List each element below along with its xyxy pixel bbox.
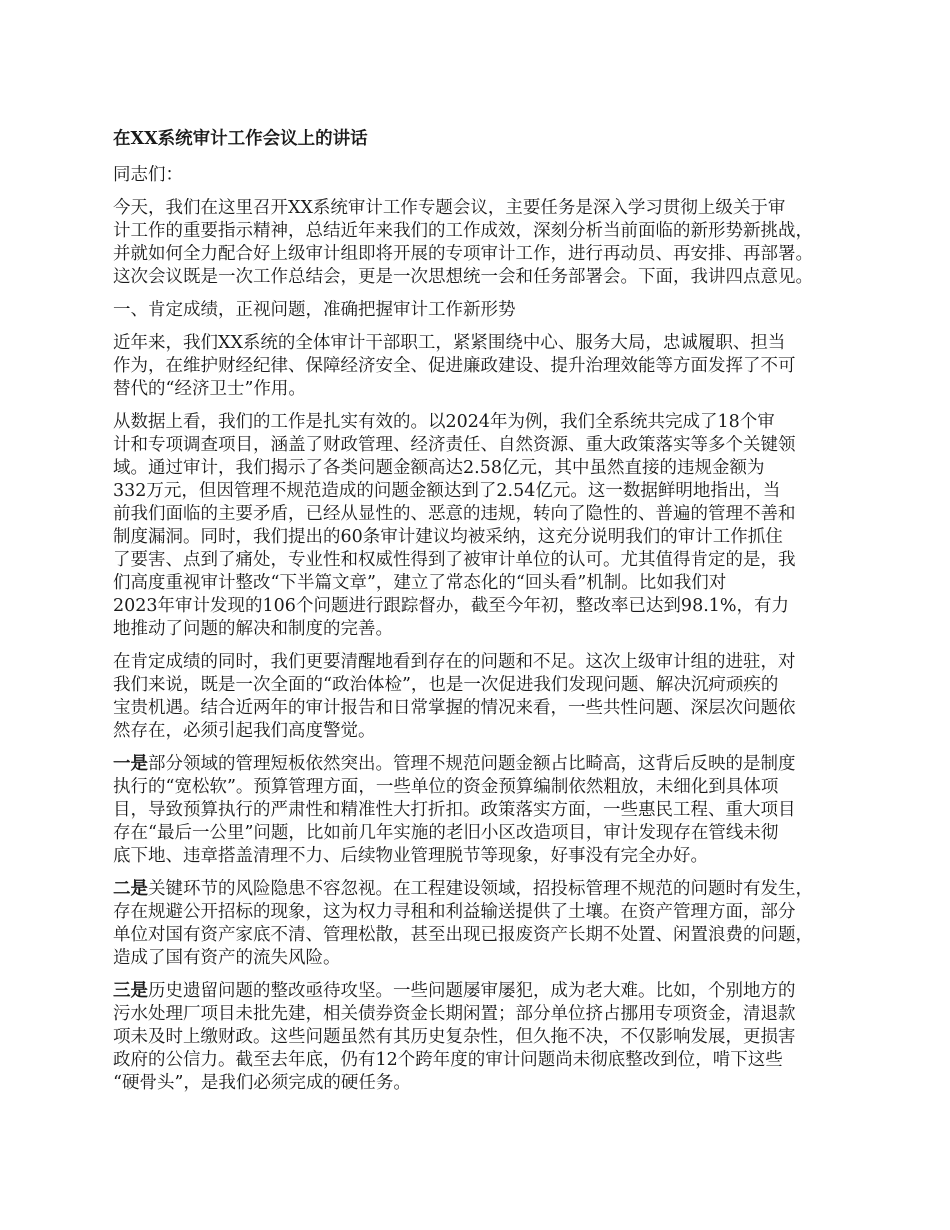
text-line	[113, 878, 858, 901]
line-text: 地推动了问题的解决和制度的完善。	[113, 619, 393, 639]
line-text: 作为，在维护财经纪律、保障经济安全、促进廉政建设、提升治理效能等方面发挥了不可	[113, 356, 796, 376]
line-text: 从数据上看，我们的工作是扎实有效的。以2024年为例，我们全系统共完成了18个审	[113, 412, 775, 432]
text-line	[113, 980, 858, 1003]
line-text: “硬骨头”，是我们必须完成的硬任务。	[113, 1073, 411, 1093]
line-text: 今天，我们在这里召开XX系统审计工作专题会议，主要任务是深入学习贯彻上级关于审	[113, 198, 786, 218]
line-text: 单位对国有资产家底不清、管理松散，甚至出现已报废资产长期不处置、闲置浪费的问题，	[113, 925, 813, 945]
section-heading	[113, 299, 858, 322]
line-text: 这次会议既是一次工作总结会，更是一次思想统一会和任务部署会。下面，我讲四点意见。	[113, 267, 813, 287]
line-text: 目，导致预算执行的严肃性和精准性大打折扣。政策落实方面，一些惠民工程、重大项目	[113, 800, 796, 820]
text-line	[113, 220, 858, 243]
line-text: 制度漏洞。同时，我们提出的60条审计建议均被采纳，这充分说明我们的审计工作抓住	[113, 527, 783, 547]
paragraph	[113, 332, 858, 401]
line-text: 332万元，但因管理不规范造成的问题金额达到了2.54亿元。这一数据鲜明地指出，当	[113, 481, 781, 501]
text-line	[113, 457, 858, 480]
text-line	[113, 480, 858, 503]
text-line	[113, 503, 858, 526]
line-text: 存在规避公开招标的现象，这为权力寻租和利益输送提供了土壤。在资产管理方面，部分	[113, 902, 796, 922]
document-title: 在XX系统审计工作会议上的讲话	[113, 129, 368, 149]
text-line	[113, 776, 858, 799]
paragraph-lead: 三是	[113, 981, 148, 1001]
text-line	[113, 332, 858, 355]
line-text: 关键环节的风险隐患不容忽视。在工程建设领域，招投标管理不规范的问题时有发生，	[148, 879, 813, 899]
line-text: 一、肯定成绩，正视问题，准确把握审计工作新形势	[113, 300, 516, 320]
text-line	[113, 572, 858, 595]
line-text: 2023年审计发现的106个问题进行跟踪督办，截至今年初，整改率已达到98.1%，有力	[113, 596, 790, 616]
paragraph	[113, 164, 858, 187]
line-text: 部分领域的管理短板依然突出。管理不规范问题金额占比畸高，这背后反映的是制度	[148, 754, 796, 774]
text-line	[113, 674, 858, 697]
line-text: 执行的“宽松软”。预算管理方面，一些单位的资金预算编制依然粗放，未细化到具体项	[113, 777, 779, 797]
paragraph	[113, 411, 858, 641]
line-text: 了要害、点到了痛处，专业性和权威性得到了被审计单位的认可。尤其值得肯定的是，我	[113, 550, 796, 570]
text-line	[113, 434, 858, 457]
text-line	[113, 720, 858, 743]
line-text: 宝贵机遇。结合近两年的审计报告和日常掌握的情况来看，一些共性问题、深层次问题依	[113, 698, 796, 718]
line-text: 计工作的重要指示精神，总结近年来我们的工作成效，深刻分析当前面临的新形势新挑战，	[113, 221, 813, 241]
text-line	[113, 243, 858, 266]
text-line	[113, 197, 858, 220]
text-line	[113, 595, 858, 618]
text-line	[113, 411, 858, 434]
line-text: 政府的公信力。截至去年底，仍有12个跨年度的审计问题尚未彻底整改到位，啃下这些	[113, 1050, 783, 1070]
text-line	[113, 697, 858, 720]
text-line	[113, 618, 858, 641]
text-line	[113, 753, 858, 776]
text-line	[113, 266, 858, 289]
text-line	[113, 526, 858, 549]
line-text: 我们来说，既是一次全面的“政治体检”，也是一次促进我们发现问题、解决沉疴顽疾的	[113, 675, 779, 695]
text-line	[113, 822, 858, 845]
text-line	[113, 1072, 858, 1095]
text-line	[113, 1049, 858, 1072]
line-text: 计和专项调查项目，涵盖了财政管理、经济责任、自然资源、重大政策落实等多个关键领	[113, 435, 796, 455]
document-body	[113, 164, 858, 1095]
line-text: 存在“最后一公里”问题，比如前几年实施的老旧小区改造项目，审计发现存在管线未彻	[113, 823, 779, 843]
line-text: 项未及时上缴财政。这些问题虽然有其历史复杂性，但久拖不决，不仅影响发展，更损害	[113, 1027, 796, 1047]
paragraph	[113, 197, 858, 289]
text-line	[113, 799, 858, 822]
paragraph-lead: 二是	[113, 879, 148, 899]
text-line	[113, 549, 858, 572]
line-text: 底下地、违章搭盖清理不力、后续物业管理脱节等现象，好事没有完全办好。	[113, 846, 708, 866]
line-text: 造成了国有资产的流失风险。	[113, 948, 341, 968]
text-line	[113, 924, 858, 947]
paragraph	[113, 980, 858, 1095]
text-line	[113, 845, 858, 868]
paragraph-lead: 一是	[113, 754, 148, 774]
line-text: 历史遗留问题的整改亟待攻坚。一些问题屡审屡犯，成为老大难。比如，个别地方的	[148, 981, 796, 1001]
line-text: 域。通过审计，我们揭示了各类问题金额高达2.58亿元，其中虽然直接的违规金额为	[113, 458, 765, 478]
text-line	[113, 1003, 858, 1026]
line-text: 在肯定成绩的同时，我们更要清醒地看到存在的问题和不足。这次上级审计组的进驻，对	[113, 652, 796, 672]
document-page	[113, 128, 858, 1105]
paragraph	[113, 651, 858, 743]
text-line	[113, 355, 858, 378]
text-line	[113, 378, 858, 401]
line-text: 近年来，我们XX系统的全体审计干部职工，紧紧围绕中心、服务大局，忠诚履职、担当	[113, 333, 786, 353]
line-text: 前我们面临的主要矛盾，已经从显性的、恶意的违规，转向了隐性的、普遍的管理不善和	[113, 504, 796, 524]
line-text: 替代的“经济卫士”作用。	[113, 379, 306, 399]
line-text: 们高度重视审计整改“下半篇文章”，建立了常态化的“回头看”机制。比如我们对	[113, 573, 727, 593]
text-line	[113, 901, 858, 924]
text-line	[113, 651, 858, 674]
paragraph	[113, 753, 858, 868]
line-text: 污水处理厂项目未批先建，相关债券资金长期闲置；部分单位挤占挪用专项资金，清退款	[113, 1004, 796, 1024]
line-text: 并就如何全力配合好上级审计组即将开展的专项审计工作，进行再动员、再安排、再部署。	[113, 244, 813, 264]
text-line	[113, 299, 858, 322]
line-text: 然存在，必须引起我们高度警觉。	[113, 721, 376, 741]
line-text: 同志们：	[113, 165, 183, 185]
text-line	[113, 947, 858, 970]
text-line	[113, 164, 858, 187]
text-line	[113, 1026, 858, 1049]
paragraph	[113, 878, 858, 970]
